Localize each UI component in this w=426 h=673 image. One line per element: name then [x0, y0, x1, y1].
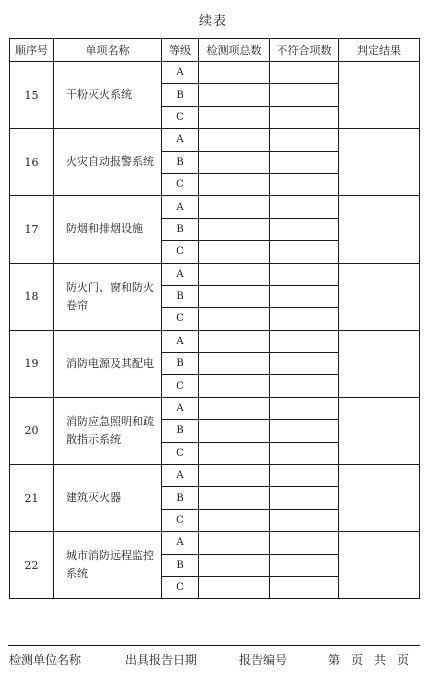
item-name-cell: 消防应急照明和疏散指示系统	[54, 397, 162, 464]
header-total: 检测项总数	[199, 39, 270, 62]
header-row	[10, 39, 420, 62]
total-items-cell	[199, 532, 270, 554]
header-grade: 等级	[162, 39, 199, 62]
nonconforming-count-cell	[270, 129, 339, 151]
table-title: 续表	[198, 14, 227, 29]
item-number-cell: 22	[10, 532, 54, 599]
grade-cell: A	[162, 62, 199, 84]
grade-cell: C	[162, 173, 199, 195]
footer-page-part: 页	[397, 653, 410, 667]
item-name-cell: 消防电源及其配电	[54, 330, 162, 397]
footer-rule	[8, 645, 420, 646]
footer-unit-label: 检测单位名称	[9, 653, 82, 667]
judgement-result-cell	[339, 397, 420, 464]
table-row	[10, 465, 420, 487]
grade-cell: A	[162, 465, 199, 487]
nonconforming-count-cell	[270, 509, 339, 531]
table-row	[10, 263, 420, 285]
total-items-cell	[199, 151, 270, 173]
item-name-cell: 火灾自动报警系统	[54, 129, 162, 196]
grade-cell: C	[162, 509, 199, 531]
total-items-cell	[199, 308, 270, 330]
grade-cell: C	[162, 106, 199, 128]
nonconforming-count-cell	[270, 285, 339, 307]
nonconforming-count-cell	[270, 353, 339, 375]
nonconforming-count-cell	[270, 308, 339, 330]
total-items-cell	[199, 241, 270, 263]
nonconforming-count-cell	[270, 84, 339, 106]
total-items-cell	[199, 576, 270, 598]
item-name-cell: 防烟和排烟设施	[54, 196, 162, 263]
grade-cell: C	[162, 308, 199, 330]
total-items-cell	[199, 509, 270, 531]
grade-cell: A	[162, 129, 199, 151]
grade-cell: B	[162, 420, 199, 442]
header-result: 判定结果	[339, 39, 420, 62]
nonconforming-count-cell	[270, 151, 339, 173]
total-items-cell	[199, 397, 270, 419]
item-name-cell: 防火门、窗和防火卷帘	[54, 263, 162, 330]
nonconforming-count-cell	[270, 106, 339, 128]
nonconforming-count-cell	[270, 532, 339, 554]
item-number-cell: 17	[10, 196, 54, 263]
total-items-cell	[199, 420, 270, 442]
table-row	[10, 532, 420, 554]
grade-cell: C	[162, 375, 199, 397]
nonconforming-count-cell	[270, 420, 339, 442]
grade-cell: B	[162, 218, 199, 240]
total-items-cell	[199, 353, 270, 375]
footer-date-label: 出具报告日期	[125, 653, 198, 667]
nonconforming-count-cell	[270, 263, 339, 285]
header-fail: 不符合项数	[270, 39, 339, 62]
grade-cell: B	[162, 151, 199, 173]
judgement-result-cell	[339, 532, 420, 599]
table-row	[10, 330, 420, 352]
total-items-cell	[199, 129, 270, 151]
total-items-cell	[199, 442, 270, 464]
nonconforming-count-cell	[270, 576, 339, 598]
footer-page-part: 页	[351, 653, 364, 667]
nonconforming-count-cell	[270, 218, 339, 240]
item-number-cell: 21	[10, 465, 54, 532]
total-items-cell	[199, 84, 270, 106]
nonconforming-count-cell	[270, 554, 339, 576]
footer-page-part: 共	[374, 653, 387, 667]
grade-cell: B	[162, 84, 199, 106]
grade-cell: B	[162, 353, 199, 375]
grade-cell: B	[162, 285, 199, 307]
item-number-cell: 20	[10, 397, 54, 464]
nonconforming-count-cell	[270, 62, 339, 84]
item-name-cell: 城市消防远程监控系统	[54, 532, 162, 599]
total-items-cell	[199, 62, 270, 84]
grade-cell: C	[162, 442, 199, 464]
grade-cell: A	[162, 330, 199, 352]
judgement-result-cell	[339, 465, 420, 532]
judgement-result-cell	[339, 330, 420, 397]
nonconforming-count-cell	[270, 442, 339, 464]
item-number-cell: 16	[10, 129, 54, 196]
total-items-cell	[199, 106, 270, 128]
footer-page-part: 第	[328, 653, 341, 667]
header-name: 单项名称	[54, 39, 162, 62]
grade-cell: C	[162, 241, 199, 263]
total-items-cell	[199, 375, 270, 397]
grade-cell: A	[162, 532, 199, 554]
footer-page-label	[328, 651, 409, 668]
nonconforming-count-cell	[270, 375, 339, 397]
grade-cell: A	[162, 196, 199, 218]
grade-cell: A	[162, 263, 199, 285]
judgement-result-cell	[339, 62, 420, 129]
item-name-cell: 建筑灭火器	[54, 465, 162, 532]
grade-cell: B	[162, 554, 199, 576]
total-items-cell	[199, 487, 270, 509]
total-items-cell	[199, 196, 270, 218]
total-items-cell	[199, 218, 270, 240]
table-row	[10, 129, 420, 151]
table-row	[10, 62, 420, 84]
item-number-cell: 19	[10, 330, 54, 397]
nonconforming-count-cell	[270, 397, 339, 419]
table-row	[10, 196, 420, 218]
item-name-cell: 干粉灭火系统	[54, 62, 162, 129]
inspection-table	[9, 38, 420, 599]
nonconforming-count-cell	[270, 330, 339, 352]
total-items-cell	[199, 285, 270, 307]
judgement-result-cell	[339, 263, 420, 330]
grade-cell: C	[162, 576, 199, 598]
item-number-cell: 18	[10, 263, 54, 330]
nonconforming-count-cell	[270, 241, 339, 263]
header-no: 顺序号	[10, 39, 54, 62]
total-items-cell	[199, 554, 270, 576]
total-items-cell	[199, 173, 270, 195]
nonconforming-count-cell	[270, 465, 339, 487]
judgement-result-cell	[339, 129, 420, 196]
nonconforming-count-cell	[270, 173, 339, 195]
total-items-cell	[199, 263, 270, 285]
grade-cell: A	[162, 397, 199, 419]
judgement-result-cell	[339, 196, 420, 263]
nonconforming-count-cell	[270, 196, 339, 218]
table-row	[10, 397, 420, 419]
total-items-cell	[199, 330, 270, 352]
grade-cell: B	[162, 487, 199, 509]
item-number-cell: 15	[10, 62, 54, 129]
total-items-cell	[199, 465, 270, 487]
footer-report-no-label: 报告编号	[239, 653, 288, 667]
nonconforming-count-cell	[270, 487, 339, 509]
